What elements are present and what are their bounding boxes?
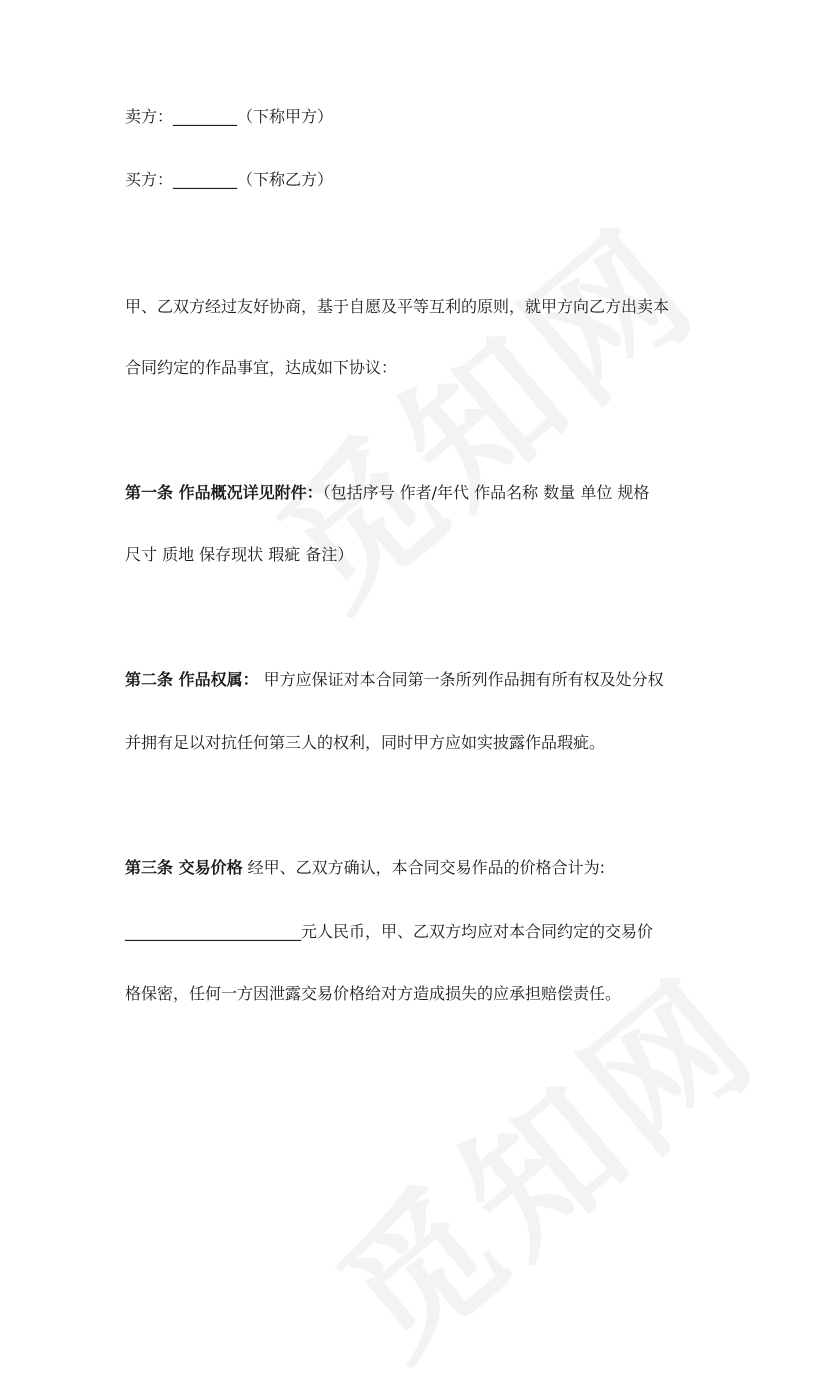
intro-line-2: 合同约定的作品事宜，达成如下协议： xyxy=(125,358,398,377)
article-3-text-2: 元人民币，甲、乙双方均应对本合同约定的交易价 xyxy=(301,922,654,941)
article-3-line-2 xyxy=(125,921,653,943)
intro-line-1: 甲、乙双方经过友好协商，基于自愿及平等互利的原则，就甲方向乙方出卖本 xyxy=(125,297,670,316)
article-3-text: 经甲、乙双方确认，本合同交易作品的价格合计为: xyxy=(242,858,606,877)
article-2-line-2: 并拥有足以对抗任何第三人的权利，同时甲方应如实披露作品瑕疵。 xyxy=(125,733,606,752)
article-3-line-3: 格保密，任何一方因泄露交易价格给对方造成损失的应承担赔偿责任。 xyxy=(125,984,622,1003)
article-1-line-1 xyxy=(125,482,649,504)
watermark xyxy=(227,171,734,645)
article-3-line-1 xyxy=(125,857,605,879)
buyer-note: （下称乙方） xyxy=(237,170,334,189)
article-1-text: （包括序号 作者/年代 作品名称 数量 单位 规格 xyxy=(322,483,650,502)
buyer-blank: ________ xyxy=(173,170,238,189)
seller-blank: ________ xyxy=(173,107,238,126)
buyer-line xyxy=(125,169,333,191)
article-2-heading: 第二条 作品权属： xyxy=(125,670,259,689)
article-2-line-1 xyxy=(125,669,664,691)
article-3-heading: 第三条 交易价格 xyxy=(125,858,243,877)
seller-line xyxy=(125,106,333,128)
seller-note: （下称甲方） xyxy=(237,107,334,126)
article-2-text: 甲方应保证对本合同第一条所列作品拥有所有权及处分权 xyxy=(258,670,664,689)
article-1-heading: 第一条 作品概况详见附件： xyxy=(125,483,323,502)
seller-label: 卖方： xyxy=(125,107,174,126)
price-blank: ______________________ xyxy=(125,922,301,941)
article-1-line-2: 尺寸 质地 保存现状 瑕疵 备注） xyxy=(125,545,354,564)
buyer-label: 买方： xyxy=(125,170,174,189)
